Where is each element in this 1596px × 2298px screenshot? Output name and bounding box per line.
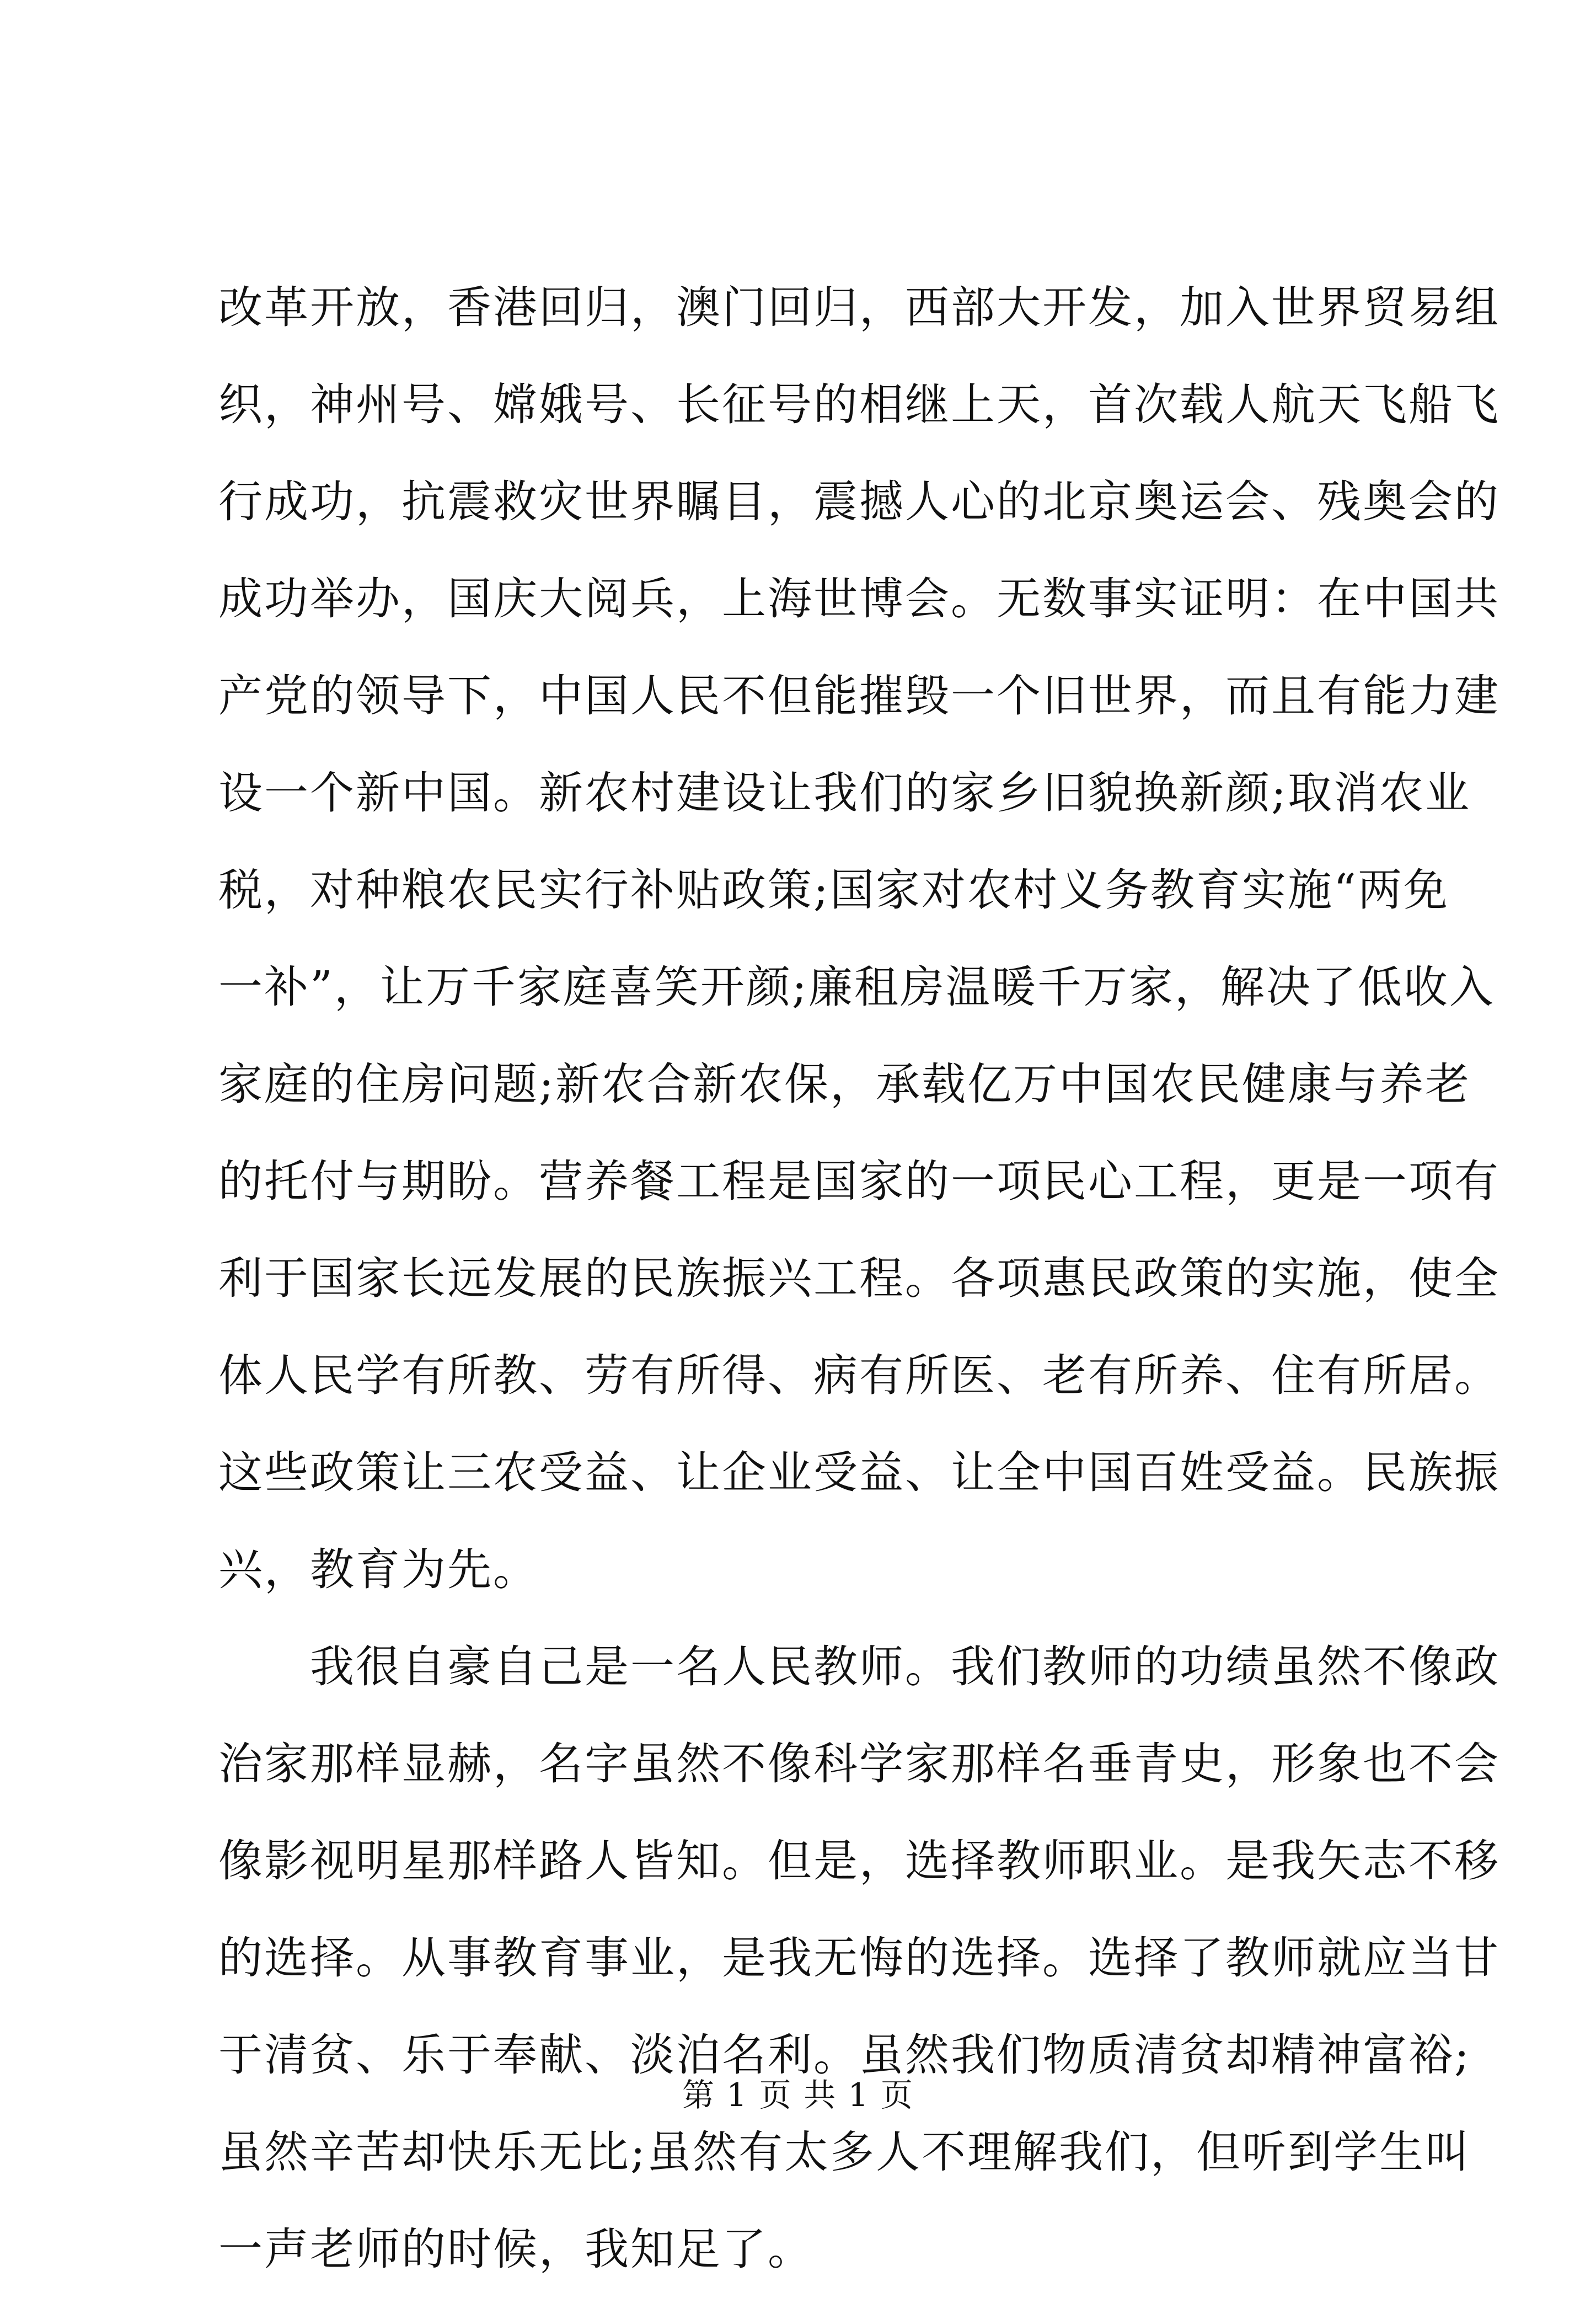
text-line: 织，神州号、嫦娥号、长征号的相继上天，首次载人航天飞船飞 (218, 379, 1500, 430)
text-line: 产党的领导下，中国人民不但能摧毁一个旧世界，而且有能力建 (218, 670, 1500, 722)
page-number-footer: 第 1 页 共 1 页 (682, 2076, 914, 2114)
text-line: 改革开放，香港回归，澳门回归，西部大开发，加入世界贸易组 (218, 282, 1500, 333)
text-line: 税，对种粮农民实行补贴政策;国家对农村义务教育实施“两免 (218, 864, 1449, 916)
text-line: 一补”，让万千家庭喜笑开颜;廉租房温暖千万家，解决了低收入 (218, 961, 1495, 1013)
text-line: 虽然辛苦却快乐无比;虽然有太多人不理解我们，但听到学生叫 (218, 2126, 1471, 2178)
text-line: 于清贫、乐于奉献、淡泊名利。虽然我们物质清贫却精神富裕; (218, 2029, 1471, 2081)
text-line: 这些政策让三农受益、让企业受益、让全中国百姓受益。民族振 (218, 1447, 1500, 1498)
text-line: 我很自豪自己是一名人民教师。我们教师的功绩虽然不像政 (218, 1641, 1500, 1692)
text-line: 成功举办，国庆大阅兵，上海世博会。无数事实证明：在中国共 (218, 573, 1500, 624)
body-text (218, 259, 1500, 2298)
text-line: 像影视明星那样路人皆知。但是，选择教师职业。是我矢志不移 (218, 1835, 1500, 1887)
text-line: 的托付与期盼。营养餐工程是国家的一项民心工程，更是一项有 (218, 1156, 1500, 1207)
text-line: 兴，教育为先。 (218, 1544, 539, 1595)
text-line: 设一个新中国。新农村建设让我们的家乡旧貌换新颜;取消农业 (218, 767, 1471, 819)
text-line: 家庭的住房问题;新农合新农保，承载亿万中国农民健康与养老 (218, 1059, 1471, 1110)
text-line: 体人民学有所教、劳有所得、病有所医、老有所养、住有所居。 (218, 1350, 1500, 1401)
text-line: 的选择。从事教育事业，是我无悔的选择。选择了教师就应当甘 (218, 1932, 1500, 1984)
text-line: 治家那样显赫，名字虽然不像科学家那样名垂青史，形象也不会 (218, 1738, 1500, 1789)
text-line: 行成功，抗震救灾世界瞩目，震撼人心的北京奥运会、残奥会的 (218, 476, 1500, 527)
text-line: 一声老师的时候，我知足了。 (218, 2224, 813, 2275)
text-line: 利于国家长远发展的民族振兴工程。各项惠民政策的实施，使全 (218, 1253, 1500, 1304)
